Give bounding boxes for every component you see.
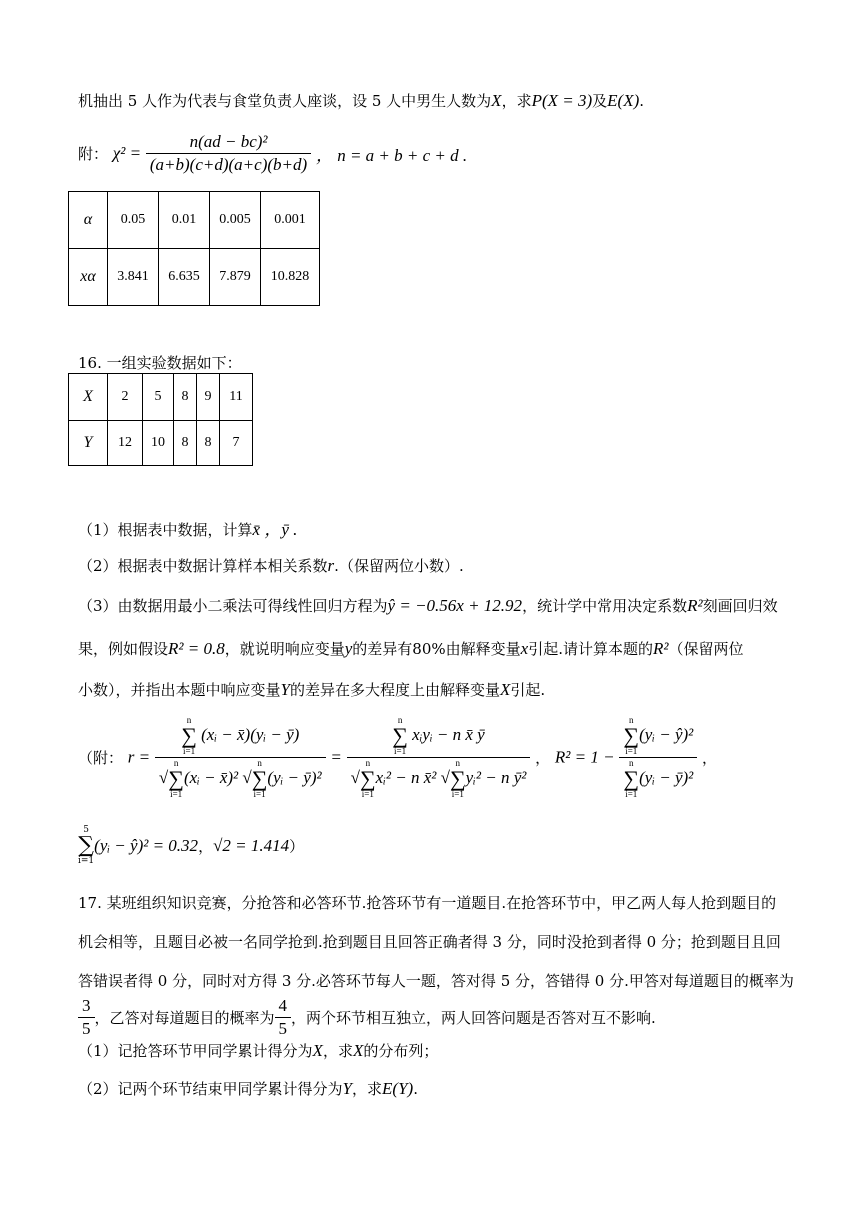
text: n bbox=[173, 758, 179, 768]
q17-line2: 机会相等，且题目必被一名同学抢到.抢到题目且回答正确者得 3 分，同时没抢到者得 0 分；抢到题目且回 bbox=[78, 933, 781, 951]
note-label: （附： bbox=[78, 749, 124, 767]
mean-vars: x̄ ，ȳ . bbox=[252, 520, 298, 539]
text: 由解释变量 bbox=[445, 640, 521, 658]
text: (yᵢ − ȳ)² bbox=[639, 767, 694, 787]
sigma: ∑ bbox=[359, 766, 376, 791]
table-row-X bbox=[69, 374, 253, 421]
numerator: 3 bbox=[78, 996, 95, 1018]
var-x: x bbox=[520, 639, 529, 658]
var-r: r bbox=[327, 556, 335, 575]
q16-part3-line2 bbox=[78, 638, 743, 659]
chi-square-formula bbox=[78, 132, 467, 175]
regression-eq: ŷ = −0.56x + 12.92 bbox=[387, 596, 523, 615]
denominator: √ n ∑ i=1 (xᵢ − x̄)² √ n ∑ i=1 (yᵢ − ȳ)² bbox=[158, 758, 322, 799]
text: i=1 bbox=[625, 789, 638, 799]
q15-tail-line bbox=[78, 90, 644, 111]
row-header-X: X bbox=[69, 374, 108, 421]
text: i=1 bbox=[451, 789, 464, 799]
table-cell: 3.841 bbox=[108, 249, 159, 306]
text: 的分布列； bbox=[363, 1042, 439, 1060]
denominator bbox=[619, 758, 697, 799]
r-fraction-2 bbox=[347, 716, 531, 799]
table-cell: 0.001 bbox=[261, 192, 320, 249]
text: n bbox=[257, 758, 262, 768]
var-X: X bbox=[352, 1041, 364, 1060]
r-lhs: r = bbox=[127, 747, 151, 767]
fraction-4-5 bbox=[275, 996, 292, 1039]
text: ，求 bbox=[352, 1080, 383, 1098]
text: （3）由数据用最小二乘法可得线性回归方程为 bbox=[78, 597, 388, 615]
table-cell: 5 bbox=[143, 374, 174, 421]
text: 5 bbox=[83, 825, 89, 835]
var-y: y bbox=[344, 639, 353, 658]
appendix-label: 附： bbox=[78, 145, 109, 163]
sum-sign bbox=[360, 759, 376, 799]
table-cell: 10 bbox=[143, 421, 174, 466]
table-cell: 8 bbox=[174, 374, 197, 421]
var-Y: Y bbox=[280, 680, 290, 699]
var-X: X bbox=[491, 91, 502, 110]
text: ） bbox=[289, 837, 305, 856]
q16-part3-line1 bbox=[78, 595, 778, 616]
sigma: ∑ bbox=[181, 723, 197, 748]
table-cell: 10.828 bbox=[261, 249, 320, 306]
text: n bbox=[628, 715, 634, 725]
var-X: X bbox=[312, 1041, 323, 1060]
denominator: √ n ∑ i=1 xᵢ² − n x̄² √ n ∑ i=1 yᵢ² − n ȳ² bbox=[350, 758, 527, 799]
sigma: ∑ bbox=[78, 833, 94, 858]
text: . bbox=[413, 1080, 418, 1098]
table-cell: 12 bbox=[108, 421, 143, 466]
text: i=1 bbox=[625, 746, 638, 756]
q16-title: 16. 一组实验数据如下： bbox=[78, 354, 242, 372]
row-header-alpha: α bbox=[69, 192, 108, 249]
text: ，统计学中常用决定系数 bbox=[522, 597, 688, 615]
sum-sign bbox=[181, 716, 197, 756]
n-definition: ， n = a + b + c + d . bbox=[315, 146, 468, 165]
table-cell: 11 bbox=[220, 374, 253, 421]
text: ，求 bbox=[501, 92, 532, 110]
text: 的差异有 bbox=[352, 640, 413, 658]
text: 小数），并指出本题中响应变量 bbox=[78, 681, 281, 699]
text: . bbox=[639, 92, 645, 110]
text: 及 bbox=[592, 92, 608, 110]
text: （1）根据表中数据，计算 bbox=[78, 521, 253, 539]
sigma: ∑ bbox=[623, 766, 640, 791]
text: i=1 bbox=[361, 789, 374, 799]
text: yᵢ² − n ȳ² bbox=[465, 767, 527, 787]
text: 引起. bbox=[510, 681, 546, 699]
table-cell: 7 bbox=[220, 421, 253, 466]
table-cell: 8 bbox=[174, 421, 197, 466]
q17-part2 bbox=[78, 1078, 418, 1099]
text: n bbox=[186, 715, 192, 725]
text: ， bbox=[535, 749, 551, 767]
text: xᵢyᵢ − n x̄ ȳ bbox=[412, 724, 485, 744]
R2-lhs: R² = 1 − bbox=[554, 747, 615, 767]
text: n bbox=[455, 758, 461, 768]
denominator: 5 bbox=[82, 1019, 91, 1038]
text: (yᵢ − ȳ)² bbox=[267, 767, 322, 787]
q15-tail-text: 机抽出 5 人作为代表与食堂负责人座谈，设 5 人中男生人数为 bbox=[78, 92, 492, 110]
R2-fraction bbox=[619, 716, 697, 799]
fraction-3-5 bbox=[78, 996, 95, 1039]
text: 果，例如假设 bbox=[78, 640, 169, 658]
numerator bbox=[155, 716, 326, 758]
sum-sign bbox=[168, 759, 184, 799]
text: ，乙答对每道题目的概率为 bbox=[94, 1009, 275, 1027]
text: n bbox=[365, 758, 371, 768]
chi-fraction bbox=[146, 132, 311, 175]
text: i=1 bbox=[170, 789, 183, 799]
text: (xᵢ − x̄)² bbox=[183, 767, 239, 787]
q16-part1 bbox=[78, 515, 297, 540]
text: n bbox=[628, 758, 634, 768]
r-fraction-1 bbox=[155, 716, 326, 799]
R2-example: R² = 0.8 bbox=[168, 639, 225, 658]
q16-part3-line3 bbox=[78, 679, 545, 700]
text: xᵢ² − n x̄² bbox=[375, 767, 437, 787]
table-row-Y bbox=[69, 421, 253, 466]
text: 的差异在多大程度上由解释变量 bbox=[289, 681, 500, 699]
table-cell: 0.005 bbox=[210, 192, 261, 249]
chi-lhs: χ² = bbox=[112, 143, 142, 163]
q16-part2 bbox=[78, 555, 464, 576]
percent: 80% bbox=[412, 640, 446, 658]
numerator bbox=[347, 716, 531, 758]
expect-expr: E(Y) bbox=[382, 1079, 414, 1098]
sigma: ∑ bbox=[168, 766, 184, 791]
text: ，两个环节相互独立，两人回答问题是否答对互不影响. bbox=[291, 1009, 656, 1027]
sigma: ∑ bbox=[449, 766, 466, 791]
experiment-data-table bbox=[68, 373, 253, 466]
table-cell: 2 bbox=[108, 374, 143, 421]
text: ，求 bbox=[322, 1042, 353, 1060]
q17-line1: 17. 某班组织知识竞赛，分抢答和必答环节.抢答环节有一道题目.在抢答环节中，甲乙两人每人抢到题目的 bbox=[78, 894, 777, 912]
chi-numerator: n(ad − bc)² bbox=[146, 132, 311, 154]
text: ， bbox=[702, 749, 718, 767]
text: ，就说明响应变量 bbox=[224, 640, 345, 658]
var-Y: Y bbox=[342, 1079, 353, 1098]
sum-sign bbox=[623, 759, 639, 799]
equals: = bbox=[330, 747, 342, 767]
text: （保留两位 bbox=[668, 640, 744, 658]
text: （1）记抢答环节甲同学累计得分为 bbox=[78, 1042, 313, 1060]
var-R2: R² bbox=[687, 596, 703, 615]
sum-sign bbox=[78, 826, 94, 866]
var-R2: R² bbox=[652, 639, 669, 658]
chi-denominator: (a+b)(c+d)(a+c)(b+d) bbox=[149, 155, 308, 174]
text: i=1 bbox=[394, 746, 407, 756]
critical-value-table bbox=[68, 191, 320, 306]
text: (yᵢ − ŷ)² bbox=[639, 724, 694, 744]
text: i=1 bbox=[78, 856, 95, 866]
given-values bbox=[78, 826, 304, 866]
text: 引起.请计算本题的 bbox=[528, 640, 653, 658]
expect-expr: E(X) bbox=[607, 91, 640, 110]
text: n bbox=[397, 715, 403, 725]
sigma: ∑ bbox=[251, 766, 268, 791]
table-cell: 9 bbox=[197, 374, 220, 421]
table-cell: 0.05 bbox=[108, 192, 159, 249]
table-row-alpha bbox=[69, 192, 320, 249]
text: （2）根据表中数据计算样本相关系数 bbox=[78, 557, 328, 575]
q17-line3: 答错误者得 0 分，同时对方得 3 分.必答环节每人一题，答对得 5 分，答错得 0 分.甲答对每道题目的概率为 bbox=[78, 972, 794, 990]
residual-sum: (yᵢ − ŷ)² = 0.32 bbox=[94, 836, 199, 855]
sigma: ∑ bbox=[392, 723, 408, 748]
row-header-x: xα bbox=[69, 249, 108, 306]
q17-part1 bbox=[78, 1040, 438, 1061]
text: 刻画回归效 bbox=[702, 597, 778, 615]
prob-expr: P(X = 3) bbox=[531, 91, 593, 110]
table-cell: 6.635 bbox=[159, 249, 210, 306]
table-row-x bbox=[69, 249, 320, 306]
text: （2）记两个环节结束甲同学累计得分为 bbox=[78, 1080, 343, 1098]
numerator: 4 bbox=[275, 996, 292, 1018]
q17-line4 bbox=[78, 996, 656, 1039]
denominator: 5 bbox=[278, 1019, 288, 1038]
numerator bbox=[619, 716, 697, 758]
table-cell: 7.879 bbox=[210, 249, 261, 306]
var-X: X bbox=[500, 680, 511, 699]
sigma: ∑ bbox=[623, 723, 640, 748]
text: ， bbox=[198, 837, 214, 856]
text: i=1 bbox=[253, 789, 266, 799]
text: i=1 bbox=[183, 746, 196, 756]
table-cell: 0.01 bbox=[159, 192, 210, 249]
sqrt2-value: √2 = 1.414 bbox=[213, 836, 290, 855]
row-header-Y: Y bbox=[69, 421, 108, 466]
table-cell: 8 bbox=[197, 421, 220, 466]
sum-sign bbox=[392, 716, 408, 756]
sum-sign bbox=[623, 716, 639, 756]
sum-sign bbox=[450, 759, 466, 799]
formula-block bbox=[78, 716, 717, 799]
text: (xᵢ − x̄)(yᵢ − ȳ) bbox=[201, 724, 300, 744]
sum-sign bbox=[252, 759, 268, 799]
text: .（保留两位小数）. bbox=[334, 557, 464, 575]
